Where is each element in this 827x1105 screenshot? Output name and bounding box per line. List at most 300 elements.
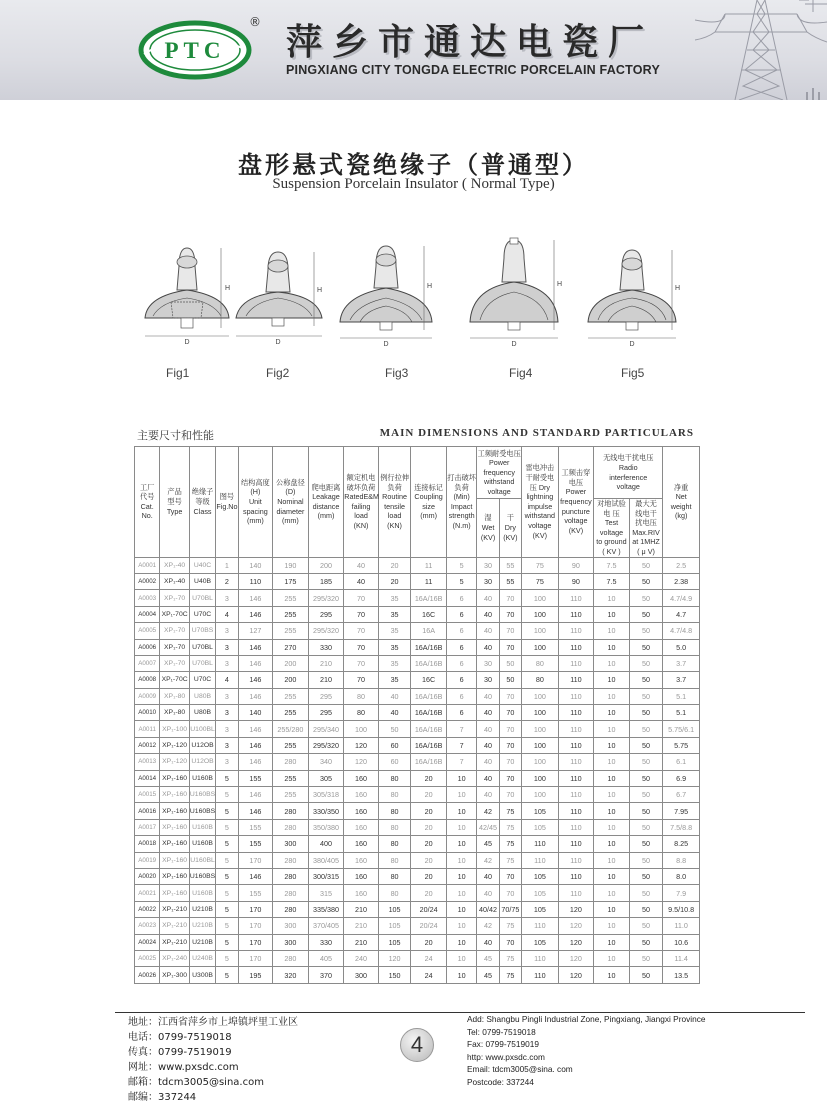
page-number-badge: 4	[400, 1028, 434, 1062]
cell-fig-no: 5	[216, 836, 238, 852]
fig-label-2: Fig2	[266, 366, 290, 380]
cell-test-voltage: 10	[594, 868, 630, 884]
cell-fig-no: 5	[216, 934, 238, 950]
cell-diameter: 280	[273, 819, 309, 835]
cell-dry-voltage: 75	[499, 918, 521, 934]
cell-fig-no: 2	[216, 573, 238, 589]
cell-rated-load: 70	[344, 639, 379, 655]
cell-unit-spacing: 195	[238, 967, 273, 983]
cell-test-voltage: 10	[594, 934, 630, 950]
cell-coupling: 20	[411, 770, 447, 786]
cell-cat-no: A0009	[135, 688, 160, 704]
cell-test-voltage: 10	[594, 639, 630, 655]
cell-class: U160BS	[189, 787, 215, 803]
cell-fig-no: 3	[216, 590, 238, 606]
cell-puncture-voltage: 110	[558, 705, 594, 721]
cell-dry-voltage: 70/75	[499, 901, 521, 917]
cell-dry-voltage: 70	[499, 721, 521, 737]
table-row	[135, 787, 700, 803]
cell-leakage: 295	[308, 606, 344, 622]
cell-leakage: 210	[308, 655, 344, 671]
cell-leakage: 370	[308, 967, 344, 983]
cell-rated-load: 40	[344, 573, 379, 589]
cell-impact: 10	[446, 836, 476, 852]
cell-type: XP₁-210	[160, 934, 189, 950]
cell-coupling: 16A/16B	[411, 590, 447, 606]
cell-max-riv: 50	[629, 885, 663, 901]
cell-weight: 7.9	[663, 885, 700, 901]
cell-rated-load: 70	[344, 623, 379, 639]
cell-cat-no: A0003	[135, 590, 160, 606]
cell-fig-no: 5	[216, 967, 238, 983]
cell-routine-load: 80	[378, 852, 411, 868]
cell-fig-no: 4	[216, 672, 238, 688]
dim-d-label: D	[184, 339, 190, 346]
table-row	[135, 885, 700, 901]
cell-diameter: 255	[273, 787, 309, 803]
cell-weight: 6.9	[663, 770, 700, 786]
col-header-rated-load: 额定机电 破坏负荷 RatedE&M failing load (KN)	[344, 447, 379, 558]
col-header-coupling: 连接标记 Coupling size (mm)	[411, 447, 447, 558]
cell-impact: 10	[446, 787, 476, 803]
cell-dry-voltage: 75	[499, 803, 521, 819]
col-header-max-riv: 最大无 线电干 扰电压 Max.RIV at 1MHZ ( μ V)	[629, 499, 663, 558]
cell-rated-load: 120	[344, 754, 379, 770]
cell-cat-no: A0015	[135, 787, 160, 803]
cell-leakage: 330	[308, 934, 344, 950]
cell-fig-no: 4	[216, 606, 238, 622]
cell-fig-no: 3	[216, 639, 238, 655]
cell-type: XP₁-40	[160, 557, 189, 573]
cell-wet-voltage: 30	[477, 672, 499, 688]
table-row	[135, 901, 700, 917]
cell-test-voltage: 10	[594, 836, 630, 852]
cell-unit-spacing: 146	[238, 803, 273, 819]
cell-max-riv: 50	[629, 787, 663, 803]
cell-leakage: 330	[308, 639, 344, 655]
cell-max-riv: 50	[629, 819, 663, 835]
cell-unit-spacing: 170	[238, 901, 273, 917]
cell-leakage: 370/405	[308, 918, 344, 934]
cell-puncture-voltage: 110	[558, 606, 594, 622]
col-header-weight: 净重 Net weight (kg)	[663, 447, 700, 558]
cell-max-riv: 50	[629, 754, 663, 770]
cell-puncture-voltage: 110	[558, 639, 594, 655]
cell-type: XP₁-100	[160, 721, 189, 737]
cell-rated-load: 210	[344, 934, 379, 950]
cell-puncture-voltage: 120	[558, 934, 594, 950]
cell-routine-load: 150	[378, 967, 411, 983]
cell-class: U160BS	[189, 803, 215, 819]
cell-impact: 7	[446, 721, 476, 737]
cell-fig-no: 3	[216, 688, 238, 704]
cell-wet-voltage: 40	[477, 754, 499, 770]
cell-fig-no: 5	[216, 803, 238, 819]
col-header-power-frequency: 工频耐受电压 Power frequency withstand voltage	[477, 447, 522, 499]
cell-unit-spacing: 170	[238, 950, 273, 966]
cell-coupling: 20/24	[411, 901, 447, 917]
cell-coupling: 20	[411, 803, 447, 819]
company-name-cn: 萍乡市通达电瓷厂	[286, 22, 655, 63]
cell-puncture-voltage: 110	[558, 836, 594, 852]
cell-weight: 4.7/4.8	[663, 623, 700, 639]
cell-lightning-voltage: 100	[522, 606, 559, 622]
cell-wet-voltage: 40	[477, 770, 499, 786]
cell-wet-voltage: 30	[477, 655, 499, 671]
cell-type: XP₁-160	[160, 819, 189, 835]
table-row	[135, 557, 700, 573]
cell-impact: 6	[446, 606, 476, 622]
cell-cat-no: A0013	[135, 754, 160, 770]
cell-unit-spacing: 146	[238, 787, 273, 803]
cell-diameter: 280	[273, 901, 309, 917]
cell-class: U160B	[189, 819, 215, 835]
cell-cat-no: A0010	[135, 705, 160, 721]
col-header-impact: 打击破坏 负荷 (Min) Impact strength (N.m)	[446, 447, 476, 558]
cell-unit-spacing: 146	[238, 688, 273, 704]
cell-dry-voltage: 70	[499, 885, 521, 901]
cell-lightning-voltage: 100	[522, 590, 559, 606]
cell-lightning-voltage: 100	[522, 705, 559, 721]
cell-unit-spacing: 155	[238, 836, 273, 852]
cell-puncture-voltage: 110	[558, 688, 594, 704]
cell-rated-load: 300	[344, 967, 379, 983]
cell-weight: 6.1	[663, 754, 700, 770]
cell-coupling: 16A/16B	[411, 655, 447, 671]
cell-coupling: 16A/16B	[411, 721, 447, 737]
cell-leakage: 405	[308, 950, 344, 966]
cell-dry-voltage: 70	[499, 754, 521, 770]
cell-dry-voltage: 55	[499, 573, 521, 589]
cell-wet-voltage: 40	[477, 885, 499, 901]
cell-diameter: 300	[273, 836, 309, 852]
cell-type: XP₁-160	[160, 852, 189, 868]
power-tower-graphic	[695, 0, 827, 100]
cell-max-riv: 50	[629, 721, 663, 737]
cell-weight: 4.7	[663, 606, 700, 622]
page-title-cn: 盘形悬式瓷绝缘子（普通型）	[238, 151, 589, 179]
cell-type: XP₁-70	[160, 639, 189, 655]
cell-type: XP₁-160	[160, 803, 189, 819]
cell-unit-spacing: 146	[238, 754, 273, 770]
table-row	[135, 868, 700, 884]
cell-fig-no: 5	[216, 885, 238, 901]
cell-impact: 6	[446, 623, 476, 639]
cell-impact: 10	[446, 819, 476, 835]
cell-impact: 6	[446, 655, 476, 671]
table-row	[135, 918, 700, 934]
cell-lightning-voltage: 75	[522, 573, 559, 589]
cell-fig-no: 5	[216, 787, 238, 803]
cell-diameter: 255/280	[273, 721, 309, 737]
cell-lightning-voltage: 105	[522, 819, 559, 835]
cell-max-riv: 50	[629, 705, 663, 721]
cell-cat-no: A0026	[135, 967, 160, 983]
cell-lightning-voltage: 105	[522, 934, 559, 950]
cell-type: XP₁-160	[160, 836, 189, 852]
table-row	[135, 967, 700, 983]
table-row	[135, 803, 700, 819]
cell-coupling: 11	[411, 573, 447, 589]
cell-puncture-voltage: 110	[558, 770, 594, 786]
fig-label-1: Fig1	[166, 366, 190, 380]
cell-routine-load: 80	[378, 885, 411, 901]
cell-rated-load: 160	[344, 803, 379, 819]
dim-h-label: H	[675, 285, 681, 292]
cell-wet-voltage: 45	[477, 967, 499, 983]
cell-impact: 7	[446, 737, 476, 753]
insulator-figure-5	[584, 236, 684, 348]
cell-leakage: 210	[308, 672, 344, 688]
cell-cat-no: A0020	[135, 868, 160, 884]
cell-cat-no: A0017	[135, 819, 160, 835]
cell-lightning-voltage: 110	[522, 836, 559, 852]
cell-diameter: 255	[273, 623, 309, 639]
cell-puncture-voltage: 110	[558, 590, 594, 606]
cell-weight: 4.7/4.9	[663, 590, 700, 606]
dim-h-label: H	[317, 287, 323, 294]
cell-diameter: 300	[273, 934, 309, 950]
cell-impact: 10	[446, 950, 476, 966]
cell-weight: 5.0	[663, 639, 700, 655]
cell-test-voltage: 10	[594, 770, 630, 786]
cell-dry-voltage: 70	[499, 737, 521, 753]
cell-fig-no: 3	[216, 737, 238, 753]
table-row	[135, 934, 700, 950]
cell-test-voltage: 10	[594, 754, 630, 770]
cell-class: U160B	[189, 885, 215, 901]
cell-impact: 5	[446, 573, 476, 589]
cell-diameter: 200	[273, 655, 309, 671]
insulator-figure-2	[232, 236, 328, 348]
cell-cat-no: A0002	[135, 573, 160, 589]
cell-puncture-voltage: 110	[558, 623, 594, 639]
cell-puncture-voltage: 90	[558, 573, 594, 589]
cell-coupling: 16A/16B	[411, 639, 447, 655]
cell-rated-load: 160	[344, 819, 379, 835]
cell-test-voltage: 10	[594, 950, 630, 966]
cell-wet-voltage: 40	[477, 737, 499, 753]
footer-website-en: http: www.pxsdc.com	[467, 1051, 545, 1062]
cell-test-voltage: 10	[594, 819, 630, 835]
company-name-en: PINGXIANG CITY TONGDA ELECTRIC PORCELAIN FACTORY	[286, 63, 660, 77]
cell-coupling: 24	[411, 950, 447, 966]
col-header-dry: 干 Dry (KV)	[499, 499, 521, 558]
cell-fig-no: 3	[216, 721, 238, 737]
cell-dry-voltage: 55	[499, 557, 521, 573]
cell-routine-load: 120	[378, 950, 411, 966]
cell-routine-load: 35	[378, 639, 411, 655]
cell-wet-voltage: 40	[477, 721, 499, 737]
cell-impact: 10	[446, 803, 476, 819]
cell-unit-spacing: 146	[238, 868, 273, 884]
cell-type: XP₁-40	[160, 573, 189, 589]
cell-dry-voltage: 75	[499, 967, 521, 983]
cell-fig-no: 5	[216, 819, 238, 835]
cell-puncture-voltage: 110	[558, 655, 594, 671]
cell-wet-voltage: 40	[477, 787, 499, 803]
cell-impact: 10	[446, 852, 476, 868]
cell-dry-voltage: 70	[499, 623, 521, 639]
cell-max-riv: 50	[629, 639, 663, 655]
cell-routine-load: 105	[378, 901, 411, 917]
cell-fig-no: 5	[216, 901, 238, 917]
cell-routine-load: 80	[378, 787, 411, 803]
cell-cat-no: A0022	[135, 901, 160, 917]
cell-class: U12OB	[189, 737, 215, 753]
cell-diameter: 320	[273, 967, 309, 983]
cell-unit-spacing: 146	[238, 737, 273, 753]
table-row	[135, 754, 700, 770]
cell-puncture-voltage: 120	[558, 967, 594, 983]
cell-fig-no: 5	[216, 868, 238, 884]
table-row	[135, 688, 700, 704]
cell-routine-load: 50	[378, 721, 411, 737]
cell-cat-no: A0014	[135, 770, 160, 786]
cell-coupling: 16A/16B	[411, 737, 447, 753]
page-header	[0, 0, 827, 100]
cell-class: U240B	[189, 950, 215, 966]
cell-weight: 13.5	[663, 967, 700, 983]
cell-rated-load: 240	[344, 950, 379, 966]
cell-diameter: 280	[273, 754, 309, 770]
cell-diameter: 280	[273, 868, 309, 884]
footer-address-cn: 地址：江西省萍乡市上埠镇坪里工业区	[128, 1017, 298, 1028]
cell-leakage: 330/350	[308, 803, 344, 819]
cell-dry-voltage: 70	[499, 770, 521, 786]
cell-class: U40B	[189, 573, 215, 589]
cell-routine-load: 80	[378, 770, 411, 786]
cell-weight: 7.95	[663, 803, 700, 819]
cell-impact: 10	[446, 918, 476, 934]
cell-routine-load: 35	[378, 623, 411, 639]
cell-type: XP₁-300	[160, 967, 189, 983]
cell-max-riv: 50	[629, 836, 663, 852]
cell-impact: 10	[446, 967, 476, 983]
cell-unit-spacing: 140	[238, 557, 273, 573]
cell-max-riv: 50	[629, 737, 663, 753]
cell-rated-load: 80	[344, 705, 379, 721]
cell-cat-no: A0024	[135, 934, 160, 950]
cell-leakage: 350/380	[308, 819, 344, 835]
cell-rated-load: 210	[344, 901, 379, 917]
cell-dry-voltage: 70	[499, 934, 521, 950]
cell-unit-spacing: 146	[238, 721, 273, 737]
table-row	[135, 606, 700, 622]
cell-unit-spacing: 170	[238, 934, 273, 950]
cell-max-riv: 50	[629, 557, 663, 573]
cell-diameter: 280	[273, 803, 309, 819]
cell-leakage: 305/318	[308, 787, 344, 803]
cell-cat-no: A0019	[135, 852, 160, 868]
cell-max-riv: 50	[629, 967, 663, 983]
cell-coupling: 20	[411, 852, 447, 868]
cell-fig-no: 1	[216, 557, 238, 573]
cell-coupling: 11	[411, 557, 447, 573]
col-header-fig: 图号 Fig.No	[216, 447, 238, 558]
col-header-diameter: 公称盘径 (D) Nominal diameter (mm)	[273, 447, 309, 558]
registered-mark: ®	[249, 15, 261, 29]
cell-cat-no: A0001	[135, 557, 160, 573]
cell-coupling: 20	[411, 836, 447, 852]
cell-class: U40C	[189, 557, 215, 573]
cell-routine-load: 80	[378, 803, 411, 819]
cell-impact: 5	[446, 557, 476, 573]
cell-diameter: 255	[273, 737, 309, 753]
dim-d-label: D	[383, 341, 389, 348]
cell-leakage: 400	[308, 836, 344, 852]
cell-cat-no: A0021	[135, 885, 160, 901]
cell-impact: 10	[446, 934, 476, 950]
cell-rated-load: 100	[344, 721, 379, 737]
cell-rated-load: 70	[344, 672, 379, 688]
cell-routine-load: 105	[378, 918, 411, 934]
cell-lightning-voltage: 105	[522, 901, 559, 917]
footer-email-en: Email: tdcm3005@sina. com	[467, 1064, 573, 1075]
cell-puncture-voltage: 110	[558, 819, 594, 835]
cell-cat-no: A0005	[135, 623, 160, 639]
cell-wet-voltage: 45	[477, 836, 499, 852]
cell-max-riv: 50	[629, 803, 663, 819]
cell-wet-voltage: 40	[477, 590, 499, 606]
cell-wet-voltage: 40	[477, 606, 499, 622]
cell-weight: 9.5/10.8	[663, 901, 700, 917]
cell-class: U70C	[189, 672, 215, 688]
section-heading-en: MAIN DIMENSIONS AND STANDARD PARTICULARS	[379, 427, 694, 439]
col-header-wet: 湿 Wet (KV)	[477, 499, 499, 558]
cell-test-voltage: 10	[594, 852, 630, 868]
footer-email-cn: 邮箱：tdcm3005@sina.com	[128, 1077, 264, 1088]
cell-diameter: 200	[273, 672, 309, 688]
cell-rated-load: 80	[344, 688, 379, 704]
cell-max-riv: 50	[629, 573, 663, 589]
fig-label-3: Fig3	[385, 366, 409, 380]
footer-contact-en	[467, 1013, 705, 1089]
cell-test-voltage: 10	[594, 803, 630, 819]
cell-puncture-voltage: 110	[558, 754, 594, 770]
cell-lightning-voltage: 105	[522, 885, 559, 901]
cell-dry-voltage: 50	[499, 672, 521, 688]
cell-test-voltage: 10	[594, 623, 630, 639]
cell-test-voltage: 10	[594, 606, 630, 622]
cell-class: U70C	[189, 606, 215, 622]
cell-weight: 8.25	[663, 836, 700, 852]
cell-leakage: 335/380	[308, 901, 344, 917]
col-header-cat: 工厂 代号 Cat. No.	[135, 447, 160, 558]
cell-max-riv: 50	[629, 672, 663, 688]
cell-dry-voltage: 75	[499, 852, 521, 868]
cell-routine-load: 80	[378, 868, 411, 884]
footer-phone-en: Tel: 0799-7519018	[467, 1026, 536, 1037]
cell-weight: 2.5	[663, 557, 700, 573]
cell-test-voltage: 10	[594, 967, 630, 983]
cell-diameter: 190	[273, 557, 309, 573]
cell-routine-load: 40	[378, 688, 411, 704]
cell-cat-no: A0012	[135, 737, 160, 753]
col-header-class: 绝缘子 等级 Class	[189, 447, 215, 558]
cell-cat-no: A0011	[135, 721, 160, 737]
cell-lightning-voltage: 75	[522, 557, 559, 573]
cell-rated-load: 40	[344, 557, 379, 573]
cell-dry-voltage: 50	[499, 655, 521, 671]
cell-wet-voltage: 40/42	[477, 901, 499, 917]
cell-coupling: 20	[411, 787, 447, 803]
cell-class: U70BS	[189, 623, 215, 639]
cell-test-voltage: 10	[594, 918, 630, 934]
cell-impact: 6	[446, 672, 476, 688]
cell-max-riv: 50	[629, 623, 663, 639]
table-row	[135, 721, 700, 737]
